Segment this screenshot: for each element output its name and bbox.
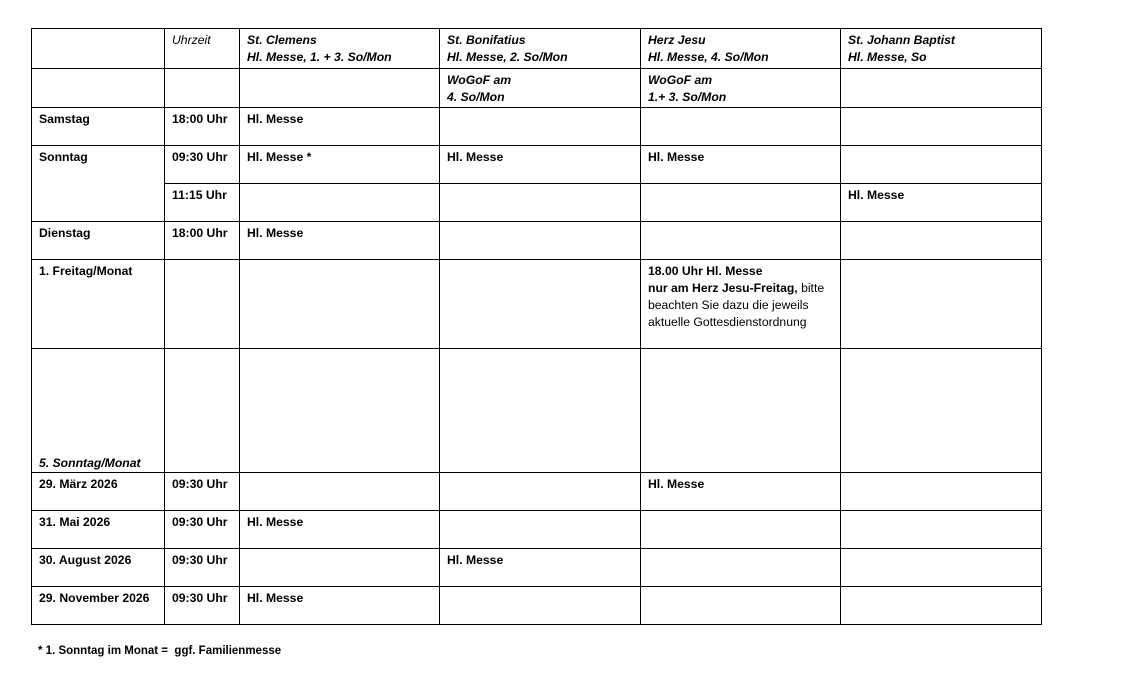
friday-note-cell	[641, 260, 841, 349]
church-name: St. Johann Baptist	[848, 33, 955, 47]
empty-cell	[641, 222, 841, 260]
header-church-4	[841, 29, 1042, 69]
mass-cell: Hl. Messe	[641, 473, 841, 511]
table-row	[32, 349, 1042, 473]
header-empty-cell	[32, 29, 165, 69]
wogof-schedule: 1.+ 3. So/Mon	[648, 90, 727, 104]
mass-cell: Hl. Messe	[440, 146, 641, 184]
church-name: Herz Jesu	[648, 33, 706, 47]
church-mass-schedule: Hl. Messe, 1. + 3. So/Mon	[247, 50, 392, 64]
empty-cell	[165, 69, 240, 108]
time-cell: 18:00 Uhr	[165, 222, 240, 260]
empty-cell	[240, 349, 440, 473]
empty-cell	[841, 146, 1042, 184]
empty-cell	[440, 587, 641, 625]
table-row	[32, 184, 1042, 222]
day-cell: 1. Freitag/Monat	[32, 260, 165, 349]
empty-cell	[641, 349, 841, 473]
mass-cell: Hl. Messe	[240, 222, 440, 260]
header-church-1	[240, 29, 440, 69]
time-cell: 09:30 Uhr	[165, 146, 240, 184]
empty-cell	[841, 473, 1042, 511]
empty-cell	[440, 349, 641, 473]
wogof-row	[32, 69, 1042, 108]
church-mass-schedule: Hl. Messe, So	[848, 50, 927, 64]
table-row	[32, 511, 1042, 549]
empty-cell	[841, 108, 1042, 146]
day-cell: Samstag	[32, 108, 165, 146]
time-cell: 18:00 Uhr	[165, 108, 240, 146]
time-cell: 09:30 Uhr	[165, 511, 240, 549]
empty-cell	[841, 587, 1042, 625]
empty-cell	[440, 108, 641, 146]
empty-cell	[240, 549, 440, 587]
wogof-label: WoGoF am	[648, 73, 713, 87]
mass-cell: Hl. Messe	[440, 549, 641, 587]
day-cell: 29. November 2026	[32, 587, 165, 625]
wogof-church-3	[641, 69, 841, 108]
empty-cell	[440, 473, 641, 511]
friday-mass-time: 18.00 Uhr Hl. Messe	[648, 264, 763, 278]
day-cell: 31. Mai 2026	[32, 511, 165, 549]
header-church-3	[641, 29, 841, 69]
empty-cell	[240, 260, 440, 349]
footnote: * 1. Sonntag im Monat = ggf. Familienmesse	[38, 645, 282, 657]
day-cell: 29. März 2026	[32, 473, 165, 511]
day-cell: 30. August 2026	[32, 549, 165, 587]
table-row	[32, 549, 1042, 587]
table-row	[32, 473, 1042, 511]
church-name: St. Bonifatius	[447, 33, 526, 47]
wogof-label: WoGoF am	[447, 73, 512, 87]
mass-cell: Hl. Messe	[641, 146, 841, 184]
empty-cell	[841, 349, 1042, 473]
empty-cell	[440, 260, 641, 349]
header-time: Uhrzeit	[165, 29, 240, 69]
empty-cell	[641, 587, 841, 625]
time-cell: 11:15 Uhr	[165, 184, 240, 222]
church-name: St. Clemens	[247, 33, 317, 47]
day-cell: Sonntag	[32, 146, 165, 222]
mass-cell: Hl. Messe *	[240, 146, 440, 184]
friday-note-text: aktuelle Gottesdienstordnung	[648, 315, 807, 329]
empty-cell	[841, 511, 1042, 549]
church-mass-schedule: Hl. Messe, 4. So/Mon	[648, 50, 769, 64]
friday-note-text: bitte	[797, 281, 825, 295]
empty-cell	[641, 549, 841, 587]
header-row	[32, 29, 1042, 69]
empty-cell	[841, 222, 1042, 260]
table-row	[32, 260, 1042, 349]
time-cell: 09:30 Uhr	[165, 473, 240, 511]
mass-cell: Hl. Messe	[841, 184, 1042, 222]
church-mass-schedule: Hl. Messe, 2. So/Mon	[447, 50, 568, 64]
empty-cell	[841, 69, 1042, 108]
time-cell: 09:30 Uhr	[165, 587, 240, 625]
empty-cell	[165, 260, 240, 349]
table-row	[32, 108, 1042, 146]
empty-cell	[841, 549, 1042, 587]
friday-note-text: beachten Sie dazu die jeweils	[648, 298, 809, 312]
day-cell: Dienstag	[32, 222, 165, 260]
empty-cell	[240, 69, 440, 108]
table-row	[32, 146, 1042, 184]
mass-cell: Hl. Messe	[240, 511, 440, 549]
empty-cell	[32, 69, 165, 108]
empty-cell	[641, 511, 841, 549]
empty-cell	[440, 511, 641, 549]
table-row	[32, 222, 1042, 260]
mass-schedule-table	[31, 28, 1042, 625]
friday-note-bold: nur am Herz Jesu-Freitag,	[648, 281, 798, 295]
day-cell: 5. Sonntag/Monat	[32, 349, 165, 473]
wogof-church-2	[440, 69, 641, 108]
empty-cell	[165, 349, 240, 473]
empty-cell	[240, 473, 440, 511]
mass-cell: Hl. Messe	[240, 108, 440, 146]
empty-cell	[240, 184, 440, 222]
empty-cell	[641, 184, 841, 222]
header-church-2	[440, 29, 641, 69]
mass-cell: Hl. Messe	[240, 587, 440, 625]
empty-cell	[440, 222, 641, 260]
empty-cell	[440, 184, 641, 222]
empty-cell	[641, 108, 841, 146]
empty-cell	[841, 260, 1042, 349]
table-row	[32, 587, 1042, 625]
wogof-schedule: 4. So/Mon	[447, 90, 505, 104]
time-cell: 09:30 Uhr	[165, 549, 240, 587]
